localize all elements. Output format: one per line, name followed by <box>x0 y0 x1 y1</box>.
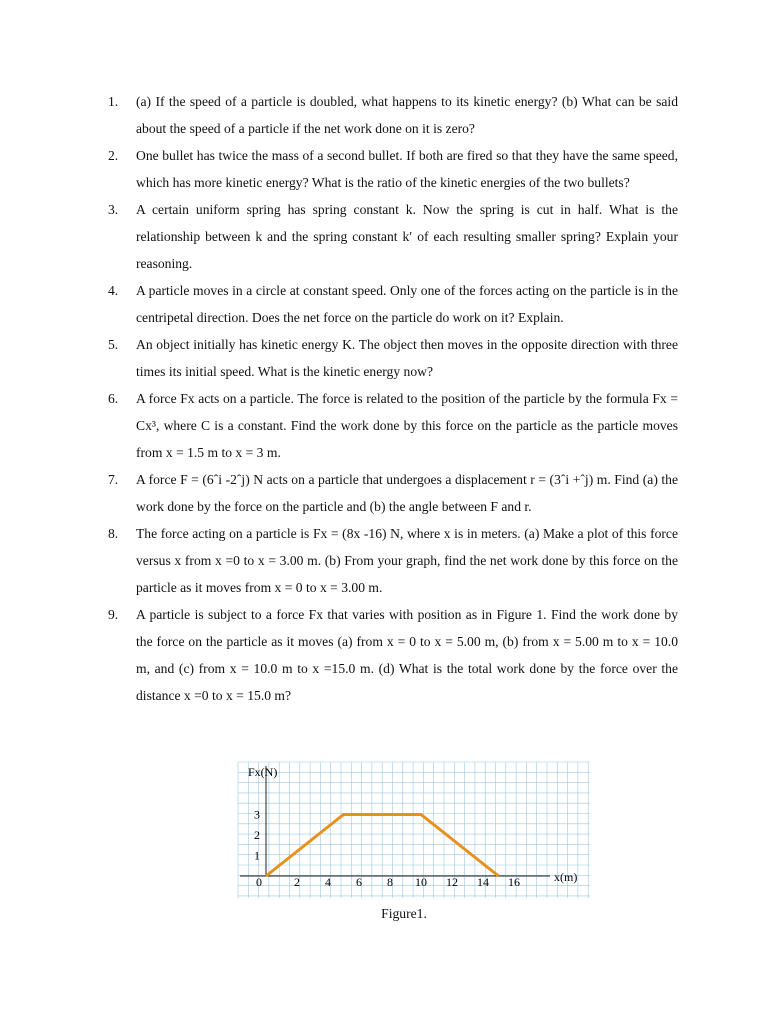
question-number: 6. <box>108 391 119 406</box>
x-axis-label: x(m) <box>554 870 578 884</box>
y-tick-label: 1 <box>254 848 260 863</box>
question-item <box>108 601 678 709</box>
graph-ticks <box>254 808 520 890</box>
force-position-figure <box>236 760 592 900</box>
x-tick-label: 12 <box>446 875 458 889</box>
x-tick-label: 2 <box>294 875 300 889</box>
question-text: A force Fx acts on a particle. The force is related to the position of the particle by the formula Fx = Cx³, where C is a constant. Find the work done by this force on the particle as the particle moves from x = 1.5 m to x = 3 m. <box>136 391 678 460</box>
x-tick-label: 16 <box>508 875 520 889</box>
question-list <box>108 88 678 709</box>
x-tick-label: 10 <box>415 875 427 889</box>
question-item <box>108 385 678 466</box>
question-item <box>108 466 678 520</box>
question-number: 7. <box>108 472 119 487</box>
question-number: 2. <box>108 148 119 163</box>
x-tick-label: 0 <box>256 875 262 889</box>
question-item <box>108 277 678 331</box>
question-number: 3. <box>108 202 119 217</box>
question-number: 1. <box>108 94 119 109</box>
question-item <box>108 520 678 601</box>
question-number: 8. <box>108 526 119 541</box>
x-tick-label: 8 <box>387 875 393 889</box>
question-item <box>108 142 678 196</box>
figure-caption: Figure1. <box>381 906 427 921</box>
question-text: A particle moves in a circle at constant speed. Only one of the forces acting on the particle is in the centripetal direction. Does the net force on the particle do work on it? Explain. <box>136 283 678 325</box>
y-tick-label: 2 <box>254 828 260 842</box>
question-item <box>108 196 678 277</box>
question-text: An object initially has kinetic energy K. The object then moves in the opposite direction with three times its initial speed. What is the kinetic energy now? <box>136 337 678 379</box>
question-text: One bullet has twice the mass of a second bullet. If both are fired so that they have the same speed, which has more kinetic energy? What is the ratio of the kinetic energies of the two bullets? <box>136 148 678 190</box>
question-text: A force F = (6ˆi -2ˆj) N acts on a particle that undergoes a displacement r = (3ˆi +ˆj) m. Find (a) the work done by the force on the particle and (b) the angle between F and r. <box>136 472 678 514</box>
force-graph <box>236 760 592 900</box>
question-text: A certain uniform spring has spring constant k. Now the spring is cut in half. What is the relationship between k and the spring constant k′ of each resulting smaller spring? Explain your reasoning. <box>136 202 678 271</box>
x-tick-label: 6 <box>356 875 362 889</box>
question-item <box>108 331 678 385</box>
question-number: 4. <box>108 283 119 298</box>
x-tick-label: 4 <box>325 875 331 889</box>
y-axis-label: Fx(N) <box>248 765 278 779</box>
question-text: A particle is subject to a force Fx that varies with position as in Figure 1. Find the work done by the force on the particle as it moves (a) from x = 0 to x = 5.00 m, (b) from x = 5.00 m to x = 10.0 m, and (c) from x = 10.0 m to x =15.0 m. (d) What is the total work done by the force over the distance x =0 to x = 15.0 m? <box>136 607 678 703</box>
question-text: The force acting on a particle is Fx = (8x -16) N, where x is in meters. (a) Make a plot of this force versus x from x =0 to x = 3.00 m. (b) From your graph, find the net work done by this force on the particle as it moves from x = 0 to x = 3.00 m. <box>136 526 678 595</box>
x-tick-label: 14 <box>477 875 489 889</box>
question-text: (a) If the speed of a particle is doubled, what happens to its kinetic energy? (b) What can be said about the speed of a particle if the net work done on it is zero? <box>136 94 678 136</box>
graph-grid <box>238 762 590 898</box>
question-item <box>108 88 678 142</box>
question-number: 5. <box>108 337 119 352</box>
y-tick-label: 3 <box>254 807 260 822</box>
question-number: 9. <box>108 607 119 622</box>
